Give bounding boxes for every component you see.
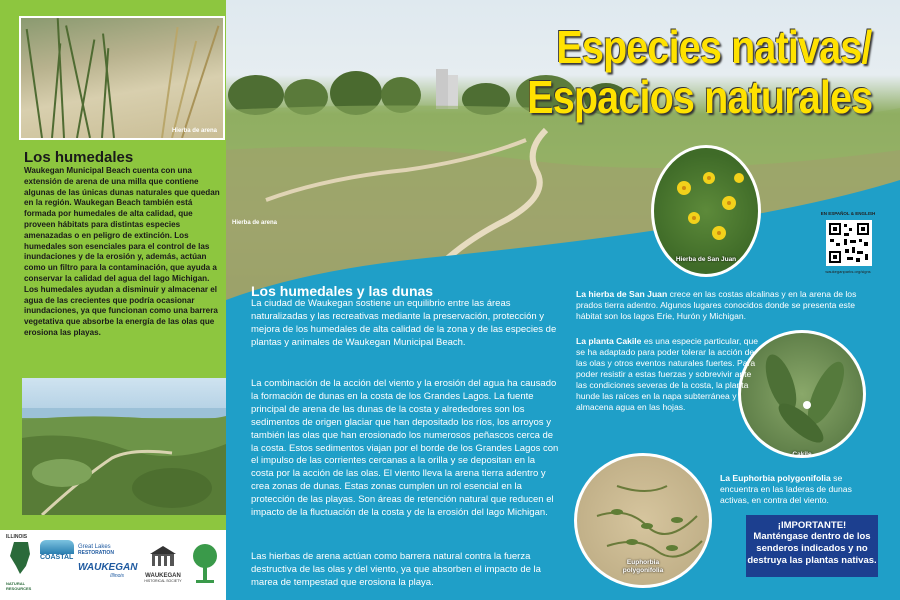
dunes-paragraph-2: La combinación de la acción del viento y la erosión del agua ha causado la formación de dunas en la costa de los Grandes Lagos. La fuente principal de arena de las dunas de la costa y alrededores son los sedimentos de origen glaciar que han depositado los ríos, los arroyos y también las olas que han erosionado los numerosos peñascos cerca de la costa. Estos sedimentos viajan por el borde de los Grandes Lagos con el impulso de las corrientes cercanas a la orilla y se depositan en la costa por la acción de las olas. El viento lleva la arena tierra adentro y crea zonas de dunas. Estas zonas cumplen un rol esencial en la protección de las playas. Son áreas de retención natural que reducen el impacto de la fluctuación de la costa y de la erosión del lago Michigan. — [251, 378, 559, 519]
coastal-logo: COASTAL — [40, 540, 74, 561]
tree-icon — [190, 542, 220, 586]
building-icon — [148, 544, 178, 568]
important-notice — [746, 515, 878, 577]
qr-label: EN ESPAÑOL & ENGLISH — [820, 211, 876, 216]
wetlands-heading: Los humedales — [24, 149, 134, 166]
euphorbia-photo — [574, 453, 712, 588]
cakile-name: La planta Cakile — [576, 336, 642, 346]
illinois-map-icon — [6, 540, 34, 576]
euphorbia-desc: se encuentra en las laderas de dunas activas, en contra del viento. — [720, 473, 852, 505]
wetlands-body: Waukegan Municipal Beach cuenta con una extensión de arena de una milla que contiene algunas de las únicas dunas naturales que quedan en la región. Waukegan Beach también está formada por humedales de alta calidad, que proveen hábitats para distintas especies amenazadas o en peligro de extinción. Los humedales son esenciales para el control de las inundaciones y de la erosión y, además, actúan como un filtro para la contaminación, que ayuda a conservar la calidad del agua del lago Michigan. Los humedales ayudan a disminuir y almacenar el agua de las crecientes que podría ocasionar inundaciones, ya que funcionan como una barrera vegetativa que absorbe la energía de las olas que erosiona las playas. — [24, 166, 220, 337]
historical-society-logo: WAUKEGAN HISTORICAL SOCIETY — [138, 544, 188, 583]
cakile-desc: es una especie particular, que se ha adaptado para poder tolerar la acción de las olas y otros eventos naturales fuertes. Para poder resistir a estas fuerzas y sobrevivir ante las condiciones severas de la costa, la planta hunde las raíces en la napa subterránea y almacena agua en las hojas. — [576, 336, 759, 412]
qr-code-icon — [826, 220, 872, 266]
title-line-1: Especies nativas/ — [556, 21, 872, 73]
euphorbia-caption-2: polygonifolia — [622, 567, 664, 574]
dunes-heading: Los humedales y las dunas — [251, 283, 434, 299]
dunes-paragraph-1: La ciudad de Waukegan sostiene un equilibrio entre las áreas naturalizadas y las recreativas mediante la preservación, protección y mejora de los humedales de alta calidad de la zona y de las especies de plantas y animales de Waukegan Municipal Beach. — [251, 298, 557, 348]
dunes-paragraph-3: Las hierbas de arena actúan como barrera natural contra la fuerza destructiva de las olas y del viento, ya que absorben el impacto de la marea de tempestad que erosiona la playa. — [251, 551, 541, 588]
left-column — [0, 0, 226, 600]
title-line-2: Espacios naturales — [526, 71, 872, 123]
important-body: Manténgase dentro de los senderos indicados y no destruya las plantas nativas. — [747, 531, 877, 566]
san-juan-caption: Hierba de San Juan — [675, 256, 737, 263]
san-juan-desc: crece en las costas alcalinas y en la arena de los prados tierra adentro. Algunos lugares conocidos donde se presenta este hábitat son los lagos Erie, Hurón y Michigan. — [576, 289, 857, 321]
san-juan-name: La hierba de San Juan — [576, 289, 668, 299]
photo-caption: Hierba de arena — [171, 128, 217, 134]
important-title: ¡IMPORTANTE! — [777, 520, 847, 531]
qr-code-block[interactable] — [818, 211, 878, 276]
cakile-caption: Cakile — [792, 451, 812, 458]
wetland-shore-photo — [22, 378, 226, 515]
san-juan-photo — [651, 145, 761, 277]
park-district-tree-logo — [190, 542, 220, 591]
euphorbia-name: La Euphorbia polygonifolia — [720, 473, 831, 483]
euphorbia-text — [720, 473, 880, 506]
qr-url: waukeganparks.org/signs — [825, 269, 871, 274]
sponsor-logos — [0, 530, 226, 600]
euphorbia-caption-1: Euphorbia — [626, 559, 660, 566]
san-juan-text — [576, 289, 878, 322]
sand-grass-photo — [19, 16, 225, 140]
hero-caption: Hierba de arena — [232, 220, 278, 226]
illinois-dnr-logo: ILLINOIS NATURAL RESOURCES — [6, 534, 36, 594]
great-lakes-restoration-logo: Great Lakes RESTORATION WAUKEGAN Illinois — [78, 544, 138, 579]
cakile-text — [576, 336, 758, 413]
